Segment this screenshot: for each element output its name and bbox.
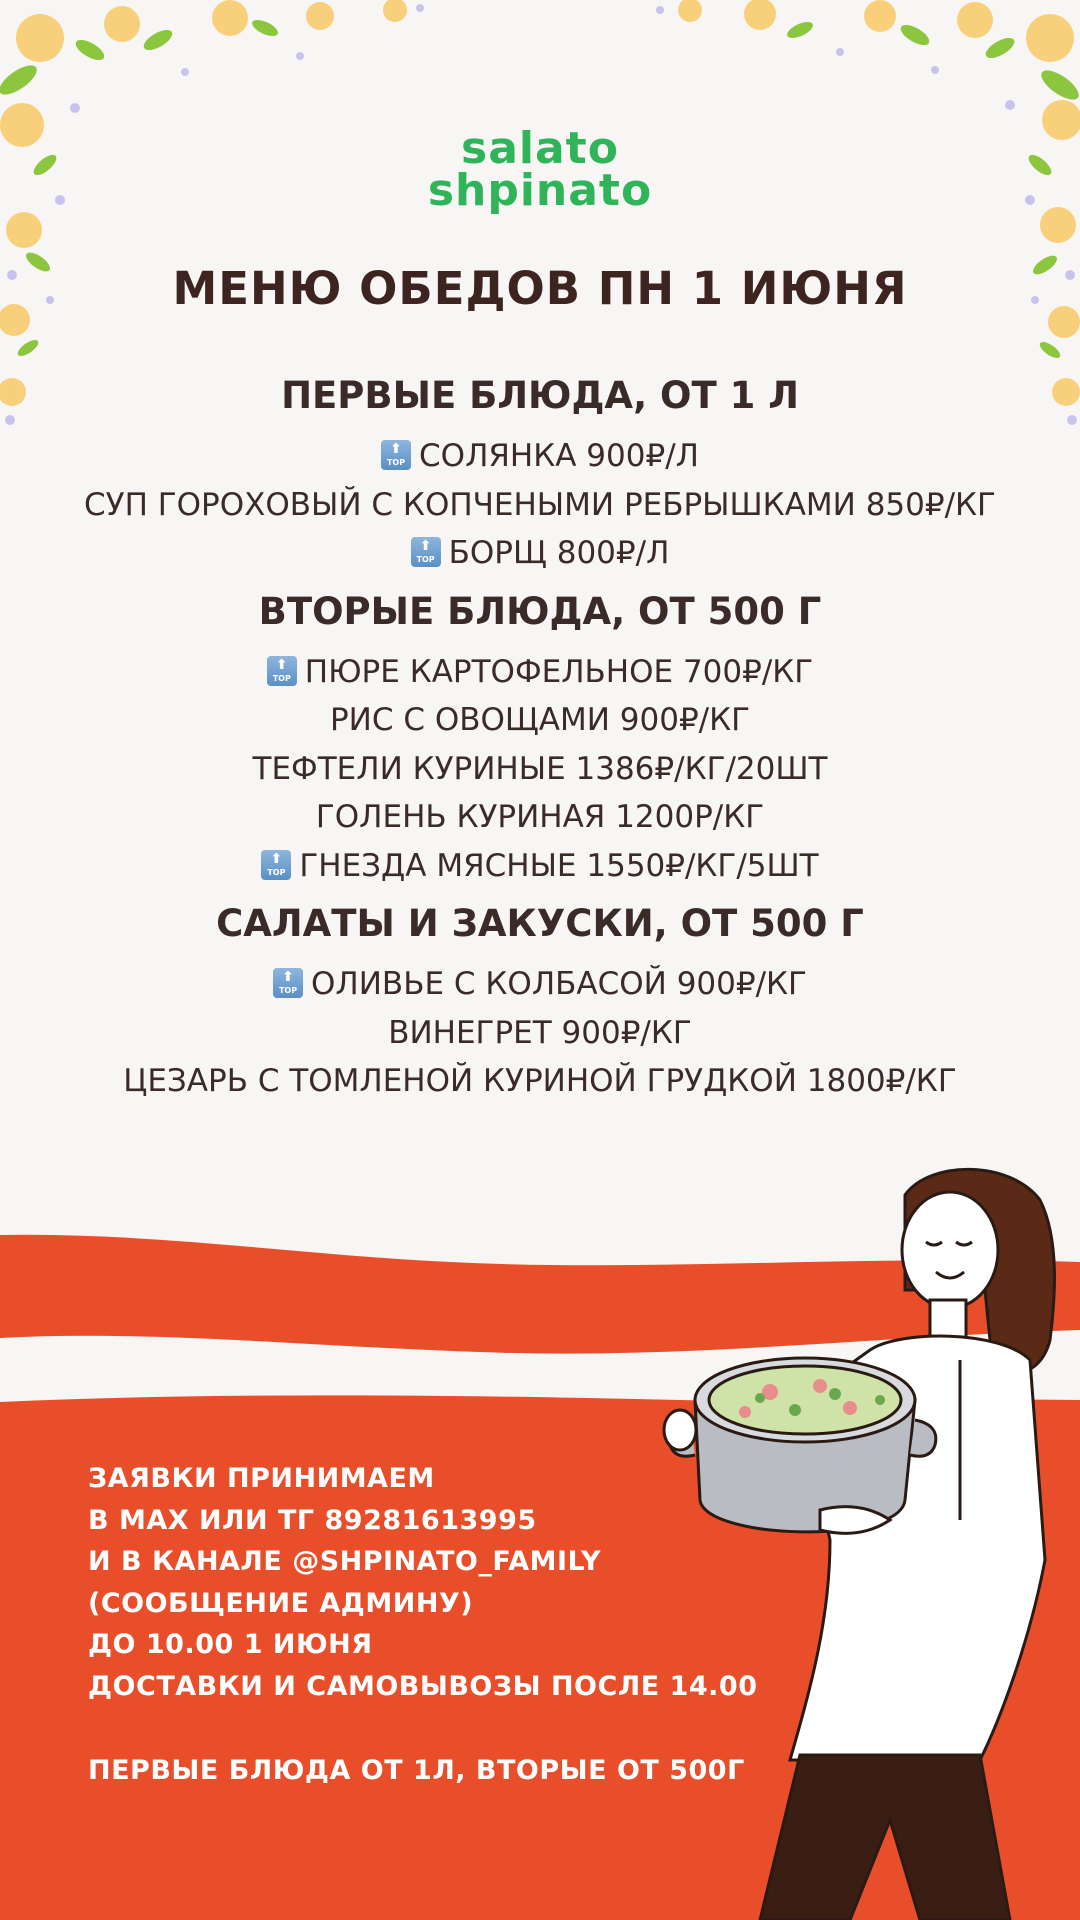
- info-line: ЗАЯВКИ ПРИНИМАЕМ: [88, 1463, 435, 1494]
- menu-item: [0, 793, 1080, 842]
- top-arrow-icon: ⬆ TOP: [267, 656, 297, 686]
- menu-item: [0, 432, 1080, 481]
- section-heading: САЛАТЫ И ЗАКУСКИ, ОТ 500 Г: [216, 902, 864, 945]
- top-badge-label: TOP: [386, 458, 406, 467]
- menu-item-text: ОЛИВЬЕ С КОЛБАСОЙ 900₽/КГ: [311, 966, 807, 1002]
- menu-item-text: ЦЕЗАРЬ С ТОМЛЕНОЙ КУРИНОЙ ГРУДКОЙ 1800₽/КГ: [123, 1063, 957, 1099]
- section-items: [0, 432, 1080, 578]
- menu-item: [0, 960, 1080, 1009]
- top-arrow-icon: ⬆ TOP: [273, 968, 303, 998]
- menu-item-text: РИС С ОВОЩАМИ 900₽/КГ: [329, 702, 751, 738]
- top-arrow-icon: ⬆ TOP: [381, 440, 411, 470]
- menu-item: [0, 648, 1080, 697]
- top-arrow-icon: ⬆ TOP: [261, 850, 291, 880]
- order-info: [88, 1458, 757, 1791]
- brand-logo-line-1: salato: [461, 123, 619, 174]
- menu-item-text: СУП ГОРОХОВЫЙ С КОПЧЕНЫМИ РЕБРЫШКАМИ 850₽/КГ: [84, 486, 996, 523]
- section-heading: ВТОРЫЕ БЛЮДА, ОТ 500 Г: [258, 589, 822, 633]
- top-badge-label: TOP: [272, 673, 291, 683]
- info-line: ДОСТАВКИ И САМОВЫВОЗЫ ПОСЛЕ 14.00: [88, 1670, 758, 1702]
- menu-item: [0, 529, 1080, 578]
- menu-item-text: ТЕФТЕЛИ КУРИНЫЕ 1386₽/КГ/20ШТ: [252, 750, 828, 787]
- menu-item: [0, 842, 1080, 891]
- menu-item: [0, 745, 1080, 794]
- menu-item: [0, 1057, 1080, 1106]
- menu-item: [0, 1009, 1080, 1058]
- top-badge-label: TOP: [416, 555, 435, 564]
- section-items: [0, 960, 1080, 1106]
- info-line: И В КАНАЛЕ @SHPINATO_FAMILY: [88, 1546, 602, 1578]
- brand-logo: [0, 123, 1080, 216]
- menu-item-text: ПЮРЕ КАРТОФЕЛЬНОЕ 700₽/КГ: [304, 653, 814, 690]
- menu-item-text: СОЛЯНКА 900₽/Л: [419, 438, 699, 474]
- info-line: В МАХ ИЛИ ТГ 89281613995: [88, 1504, 537, 1536]
- section-heading: ПЕРВЫЕ БЛЮДА, ОТ 1 Л: [281, 374, 799, 417]
- top-badge-label: TOP: [267, 867, 286, 877]
- info-line: ДО 10.00 1 ИЮНЯ: [88, 1629, 373, 1661]
- menu-item-text: ГОЛЕНЬ КУРИНАЯ 1200Р/КГ: [315, 799, 765, 835]
- menu-item: [0, 481, 1080, 530]
- top-badge-label: TOP: [278, 986, 298, 995]
- menu-item: [0, 696, 1080, 745]
- brand-logo-line-2: shpinato: [427, 165, 653, 216]
- menu-item-text: ГНЕЗДА МЯСНЫЕ 1550₽/КГ/5ШТ: [299, 847, 819, 884]
- menu-item-text: ВИНЕГРЕТ 900₽/КГ: [388, 1014, 692, 1051]
- menu-item-text: БОРЩ 800₽/Л: [448, 535, 670, 571]
- page-title: МЕНЮ ОБЕДОВ ПН 1 ИЮНЯ: [172, 262, 908, 315]
- info-footer: ПЕРВЫЕ БЛЮДА ОТ 1Л, ВТОРЫЕ ОТ 500Г: [88, 1754, 745, 1786]
- section-items: [0, 648, 1080, 891]
- menu-list: [0, 362, 1080, 1112]
- top-arrow-icon: ⬆ TOP: [411, 537, 441, 567]
- info-line: (СООБЩЕНИЕ АДМИНУ): [88, 1587, 474, 1619]
